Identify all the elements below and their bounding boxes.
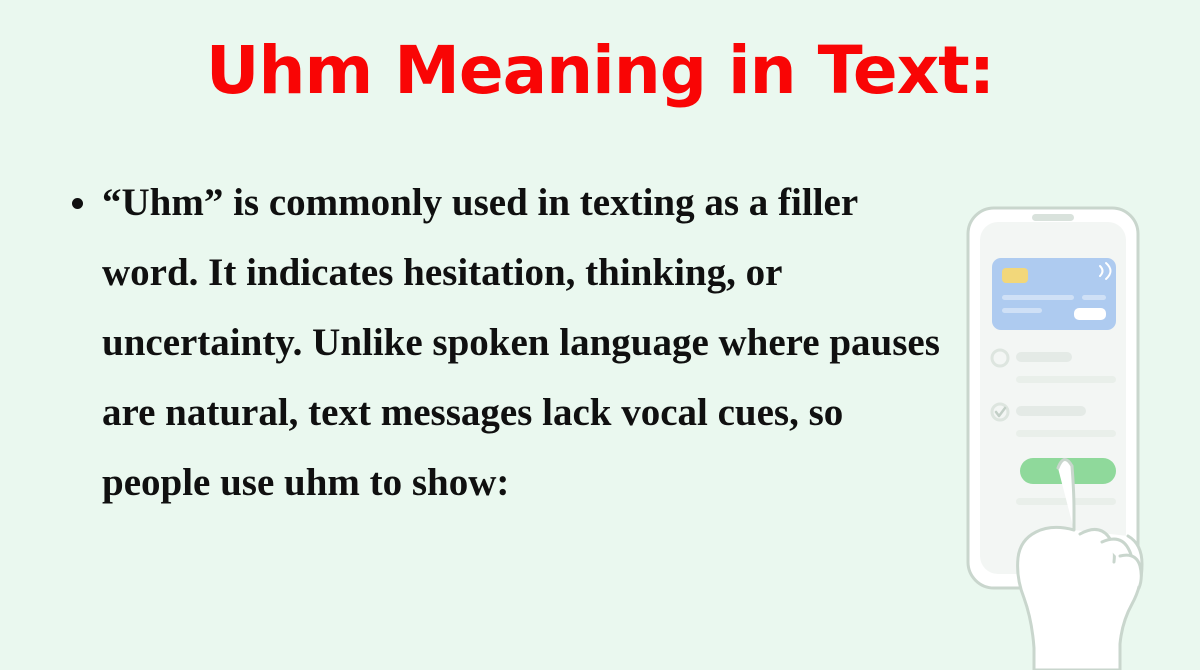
bullet-list xyxy=(30,168,960,518)
hand-tapping-smartphone-icon xyxy=(950,200,1200,670)
page-title: Uhm Meaning in Text: xyxy=(205,32,995,109)
body-text-block xyxy=(30,168,960,518)
list-item: “Uhm” is commonly used in texting as a filler word. It indicates hesitation, thinking, or uncertainty. Unlike spoken language where pauses are natural, text messages lack vocal cues, so people use uhm to show: xyxy=(80,168,960,518)
